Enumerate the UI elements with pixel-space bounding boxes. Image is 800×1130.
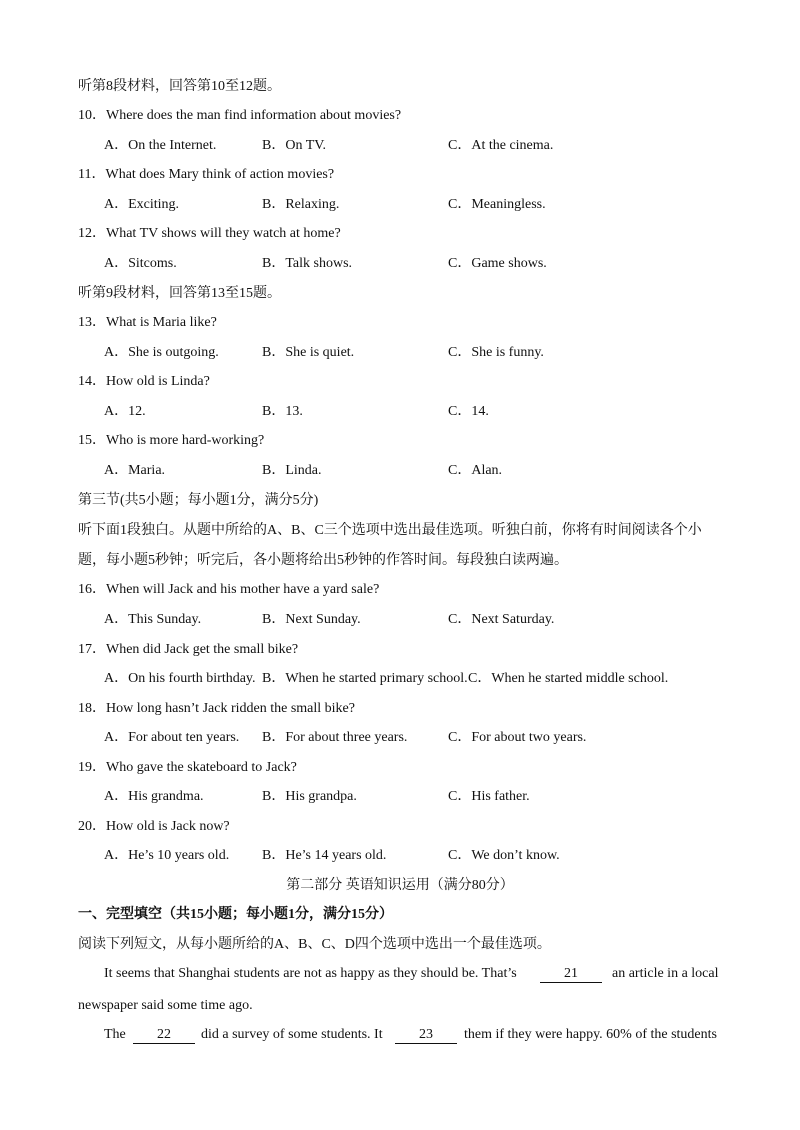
passage-p1-text-end: an article in a local <box>612 966 719 981</box>
option-c[interactable]: C．14. <box>448 404 489 419</box>
blank-23[interactable]: 23 <box>395 1027 457 1044</box>
option-b[interactable]: B．Relaxing. <box>262 197 340 212</box>
blank-21[interactable]: 21 <box>540 966 602 983</box>
question-12-stem: 12．What TV shows will they watch at home? <box>78 226 341 241</box>
option-b[interactable]: B．His grandpa. <box>262 789 357 804</box>
option-a[interactable]: A．12. <box>104 404 146 419</box>
question-15-stem: 15．Who is more hard-working? <box>78 433 265 448</box>
option-a[interactable]: A．On the Internet. <box>104 138 217 153</box>
cloze-heading: 一、完型填空（共15小题；每小题1分，满分15分） <box>78 907 393 922</box>
question-10-options <box>104 136 744 156</box>
question-14-stem: 14．How old is Linda? <box>78 374 210 389</box>
question-19-stem: 19．Who gave the skateboard to Jack? <box>78 760 297 775</box>
section3-instruction-line1: 听下面1段独白。从题中所给的A、B、C三个选项中选出最佳选项。听独白前，你将有时间阅读各个小 <box>78 523 702 538</box>
option-c[interactable]: C．At the cinema. <box>448 138 554 153</box>
question-18-options <box>104 728 744 748</box>
passage-p1-continuation: newspaper said some time ago. <box>78 998 253 1013</box>
question-20-stem: 20．How old is Jack now? <box>78 819 230 834</box>
option-c[interactable]: C．When he started middle school. <box>468 671 669 686</box>
option-a[interactable]: A．Maria. <box>104 463 166 478</box>
question-11-stem: 11．What does Mary think of action movies? <box>78 167 335 182</box>
option-c[interactable]: C．She is funny. <box>448 345 544 360</box>
option-b[interactable]: B．On TV. <box>262 138 327 153</box>
question-12-options <box>104 254 744 274</box>
passage-p1-text: It seems that Shanghai students are not as happy as they should be. That’s <box>104 966 517 981</box>
option-b[interactable]: B．13. <box>262 404 303 419</box>
question-14-options <box>104 402 744 422</box>
question-19-options <box>104 787 744 807</box>
question-11-options <box>104 195 744 215</box>
section9-intro: 听第9段材料，回答第13至15题。 <box>78 286 281 301</box>
option-c[interactable]: C．Game shows. <box>448 256 547 271</box>
option-a[interactable]: A．On his fourth birthday. <box>104 671 256 686</box>
cloze-instruction: 阅读下列短文，从每小题所给的A、B、C、D四个选项中选出一个最佳选项。 <box>78 937 551 952</box>
option-c[interactable]: C．We don’t know. <box>448 848 560 863</box>
passage-p2-text-end: them if they were happy. 60% of the students <box>464 1027 717 1042</box>
option-b[interactable]: B．He’s 14 years old. <box>262 848 387 863</box>
option-a[interactable]: A．Sitcoms. <box>104 256 177 271</box>
section3-heading: 第三节(共5小题；每小题1分，满分5分) <box>78 493 319 508</box>
question-16-options <box>104 610 744 630</box>
question-20-options <box>104 846 744 866</box>
option-c[interactable]: C．Meaningless. <box>448 197 546 212</box>
option-a[interactable]: A．His grandma. <box>104 789 204 804</box>
blank-22[interactable]: 22 <box>133 1027 195 1044</box>
option-c[interactable]: C．Alan. <box>448 463 503 478</box>
question-17-stem: 17．When did Jack get the small bike? <box>78 642 299 657</box>
option-b[interactable]: B．Talk shows. <box>262 256 353 271</box>
question-15-options <box>104 461 744 481</box>
option-b[interactable]: B．For about three years. <box>262 730 408 745</box>
option-c[interactable]: C．His father. <box>448 789 530 804</box>
option-b[interactable]: B．When he started primary school. <box>262 671 468 686</box>
option-b[interactable]: B．Next Sunday. <box>262 612 361 627</box>
question-16-stem: 16．When will Jack and his mother have a yard sale? <box>78 582 380 597</box>
option-a[interactable]: A．This Sunday. <box>104 612 202 627</box>
option-c[interactable]: C．For about two years. <box>448 730 587 745</box>
part2-title: 第二部分 英语知识运用（满分80分） <box>286 878 514 893</box>
option-c[interactable]: C．Next Saturday. <box>448 612 555 627</box>
question-17-options <box>104 669 744 689</box>
option-a[interactable]: A．For about ten years. <box>104 730 240 745</box>
section8-intro: 听第8段材料，回答第10至12题。 <box>78 79 281 94</box>
option-a[interactable]: A．She is outgoing. <box>104 345 219 360</box>
question-10-stem: 10．Where does the man find information about movies? <box>78 108 402 123</box>
option-b[interactable]: B．She is quiet. <box>262 345 355 360</box>
option-a[interactable]: A．Exciting. <box>104 197 180 212</box>
passage-p2-text-mid: did a survey of some students. It <box>201 1027 383 1042</box>
option-a[interactable]: A．He’s 10 years old. <box>104 848 230 863</box>
section3-instruction-line2: 题，每小题5秒钟；听完后，各小题将给出5秒钟的作答时间。每段独白读两遍。 <box>78 553 568 568</box>
question-18-stem: 18．How long hasn’t Jack ridden the small bike? <box>78 701 355 716</box>
option-b[interactable]: B．Linda. <box>262 463 322 478</box>
passage-p2-text: The <box>104 1027 126 1042</box>
question-13-options <box>104 343 744 363</box>
question-13-stem: 13．What is Maria like? <box>78 315 217 330</box>
